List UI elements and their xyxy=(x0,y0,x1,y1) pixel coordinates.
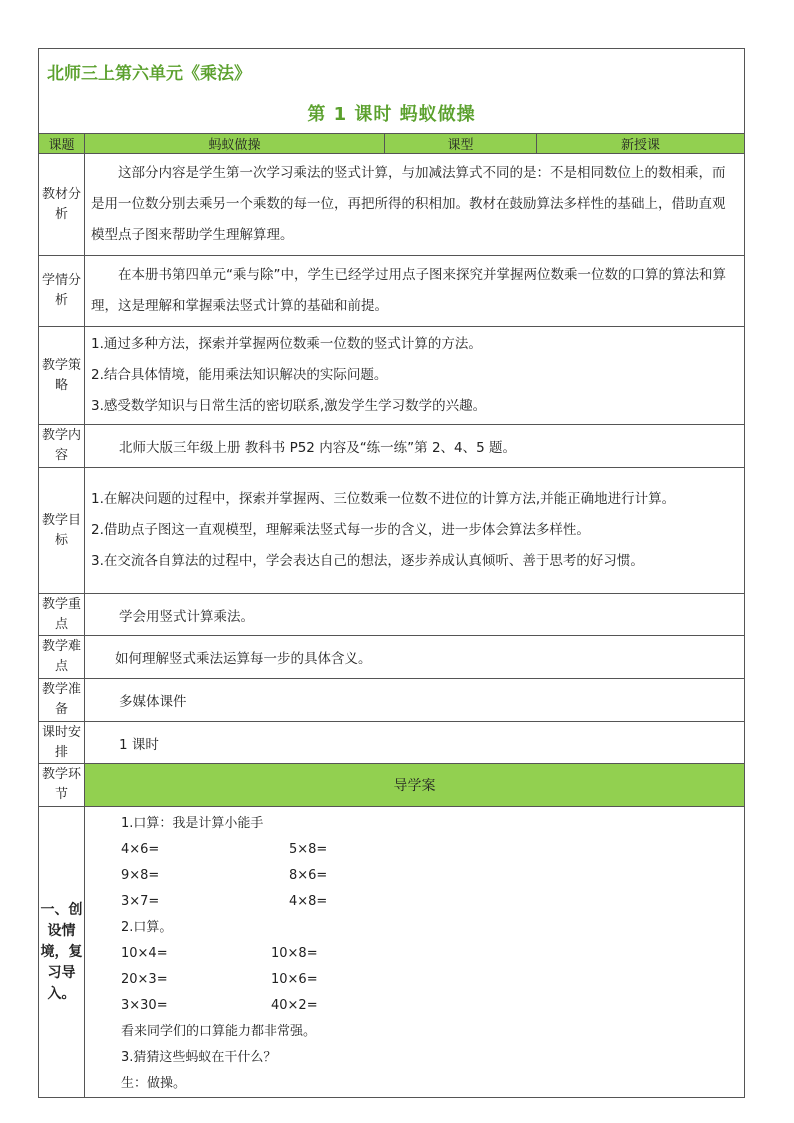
key-point-text: 学会用竖式计算乘法。 xyxy=(85,594,745,636)
exercise-row xyxy=(121,993,738,1019)
exercise-group-1 xyxy=(121,837,738,915)
lesson-type-label: 课型 xyxy=(385,134,537,154)
remark-text: 看来同学们的口算能力都非常强。 xyxy=(121,1024,317,1039)
preparation-label: 教学准备 xyxy=(39,679,85,722)
topic-label: 课题 xyxy=(39,134,85,154)
goals-cell xyxy=(85,468,745,594)
goal-item: 3.在交流各自算法的过程中，学会表达自己的想法，逐步养成认真倾听、善于思考的好习惯。 xyxy=(91,553,644,569)
strategy-label: 教学策略 xyxy=(39,327,85,425)
question-text: 3.猜猜这些蚂蚁在干什么？ xyxy=(121,1050,277,1065)
content-label: 教学内容 xyxy=(39,425,85,468)
exercise-row xyxy=(121,863,738,889)
strategy-item: 1.通过多种方法，探索并掌握两位数乘一位数的竖式计算的方法。 xyxy=(91,336,482,352)
strategy-item: 3.感受数学知识与日常生活的密切联系,激发学生学习数学的兴趣。 xyxy=(91,398,487,414)
stage-label: 一、创设情境，复习导入。 xyxy=(39,807,85,1098)
content-text: 北师大版三年级上册 教科书 P52 内容及“练一练”第 2、4、5 题。 xyxy=(85,425,745,468)
learners-text: 在本册书第四单元“乘与除”中，学生已经学过用点子图来探究并掌握两位数乘一位数的口算的算法和算理，这是理解和掌握乘法竖式计算的基础和前提。 xyxy=(91,267,726,314)
learners-cell xyxy=(85,256,745,327)
exercise-item: 8×6= xyxy=(289,868,328,883)
exercise-item: 4×8= xyxy=(289,894,328,909)
goal-item: 1.在解决问题的过程中，探索并掌握两、三位数乘一位数不进位的计算方法,并能正确地进行计算。 xyxy=(91,491,676,507)
plan-header xyxy=(39,49,745,134)
exercise-row xyxy=(121,889,738,915)
material-cell xyxy=(85,154,745,256)
preparation-text: 多媒体课件 xyxy=(85,679,745,722)
strategy-item: 2.结合具体情境，能用乘法知识解决的实际问题。 xyxy=(91,367,388,383)
key-point-label: 教学重点 xyxy=(39,594,85,636)
goal-item: 2.借助点子图这一直观模型，理解乘法竖式每一步的含义，进一步体会算法多样性。 xyxy=(91,522,590,538)
difficulty-label: 教学难点 xyxy=(39,636,85,679)
exercise-group-2 xyxy=(121,941,738,1019)
exercise-item: 4×6= xyxy=(121,842,160,857)
exercise-item: 10×4= xyxy=(121,946,168,961)
material-label: 教材分析 xyxy=(39,154,85,256)
lesson-title: 第 1 课时 蚂蚁做操 xyxy=(307,104,476,125)
unit-title: 北师三上第六单元《乘法》 xyxy=(47,64,251,84)
process-label: 教学环节 xyxy=(39,764,85,807)
schedule-label: 课时安排 xyxy=(39,722,85,764)
exercise-row xyxy=(121,837,738,863)
exercise-item: 10×6= xyxy=(271,972,318,987)
exercise-item: 20×3= xyxy=(121,972,168,987)
exercise-row xyxy=(121,967,738,993)
strategy-cell xyxy=(85,327,745,425)
lesson-plan-table xyxy=(38,48,745,1098)
material-text: 这部分内容是学生第一次学习乘法的竖式计算，与加减法算式不同的是：不是相同数位上的数相乘，而是用一位数分别去乘另一个乘数的每一位，再把所得的积相加。教材在鼓励算法多样性的基础上，借助直观模型点子图来帮助学生理解算理。 xyxy=(91,165,726,243)
exercise-item: 3×7= xyxy=(121,894,160,909)
goals-label: 教学目标 xyxy=(39,468,85,594)
exercise-item: 40×2= xyxy=(271,998,318,1013)
exercise-title: 2.口算。 xyxy=(121,920,173,935)
exercise-item: 5×8= xyxy=(289,842,328,857)
guide-heading: 导学案 xyxy=(85,764,745,807)
exercise-title: 1.口算：我是计算小能手 xyxy=(121,816,264,831)
topic-value: 蚂蚁做操 xyxy=(85,134,385,154)
exercise-item: 9×8= xyxy=(121,868,160,883)
exercise-item: 10×8= xyxy=(271,946,318,961)
schedule-text: 1 课时 xyxy=(85,722,745,764)
lesson-type-value: 新授课 xyxy=(537,134,745,154)
exercise-item: 3×30= xyxy=(121,998,168,1013)
exercise-row xyxy=(121,941,738,967)
guide-content xyxy=(85,807,745,1098)
difficulty-text: 如何理解竖式乘法运算每一步的具体含义。 xyxy=(85,636,745,679)
learners-label: 学情分析 xyxy=(39,256,85,327)
answer-text: 生：做操。 xyxy=(121,1076,187,1091)
